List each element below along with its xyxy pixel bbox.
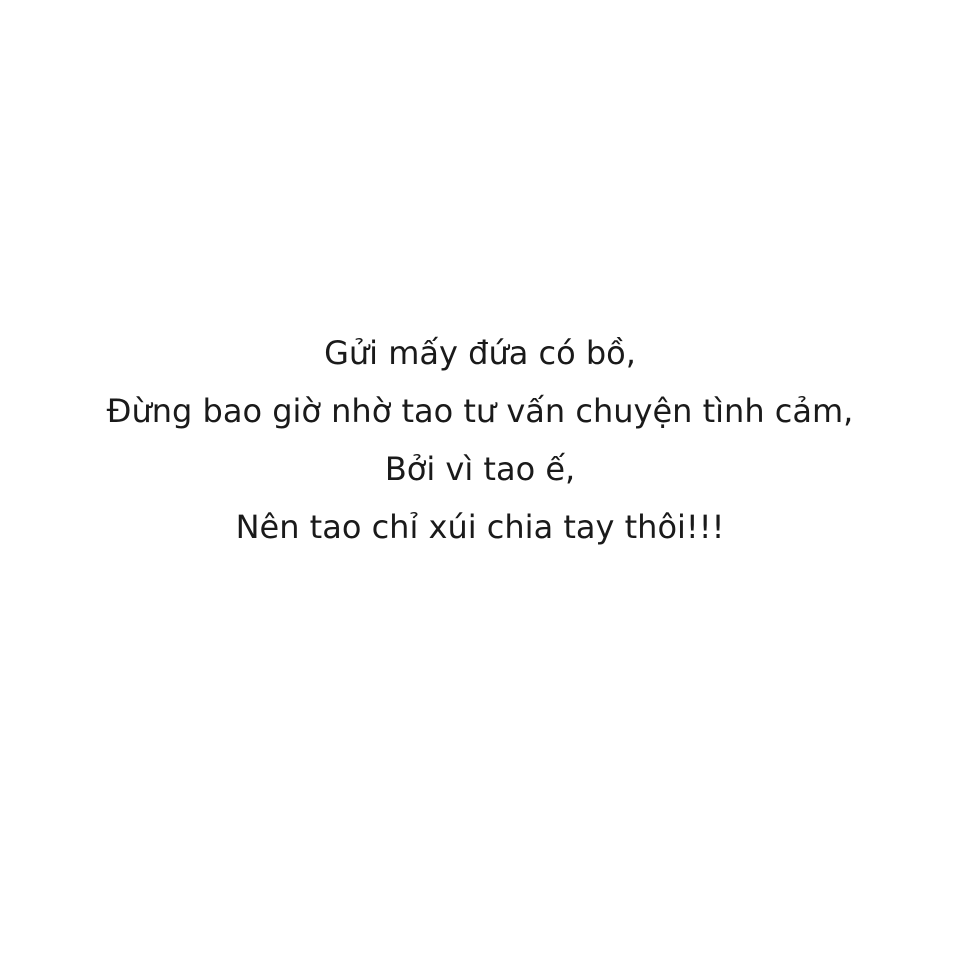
quote-line-1: Gửi mấy đứa có bồ,: [324, 334, 636, 372]
quote-line-4: Nên tao chỉ xúi chia tay thôi!!!: [235, 508, 725, 546]
quote-text-block: [0, 324, 960, 556]
quote-line-3: Bởi vì tao ế,: [384, 450, 576, 488]
quote-line-2: Đừng bao giờ nhờ tao tư vấn chuyện tình cảm,: [106, 392, 854, 430]
